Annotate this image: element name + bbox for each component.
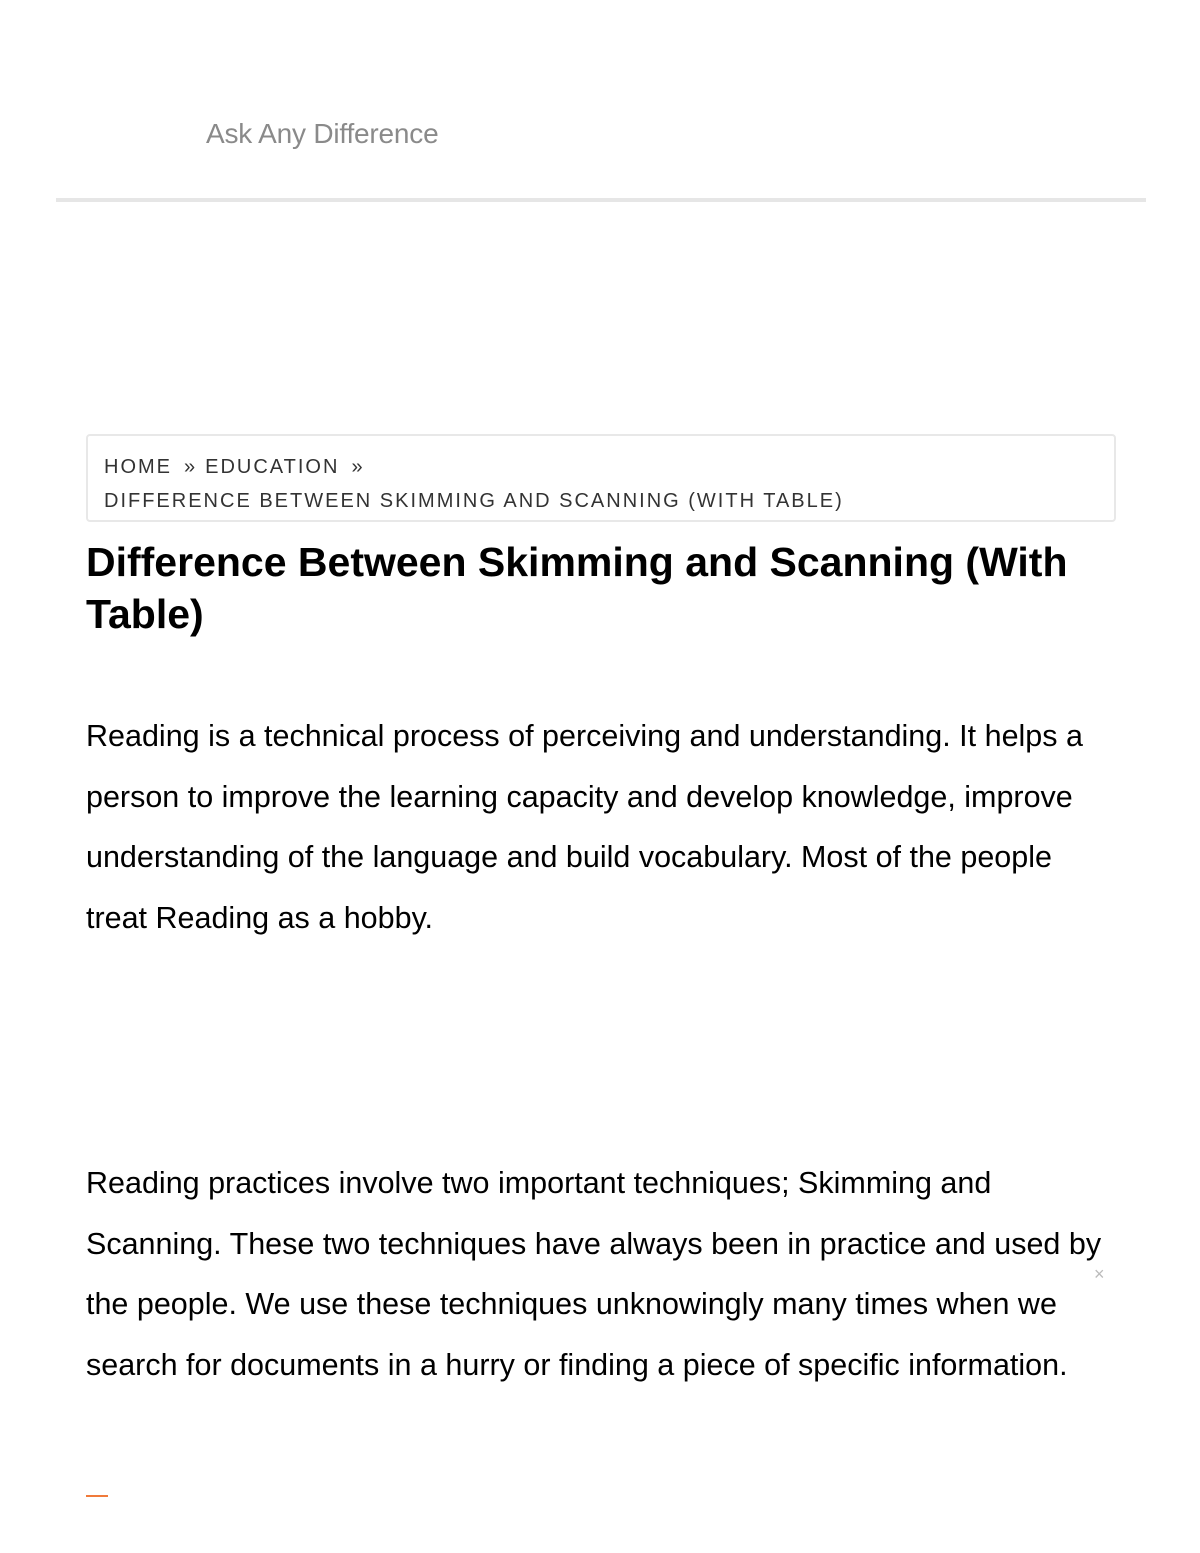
article-paragraph: Reading is a technical process of perceiving and understanding. It helps a person to improve the learning capacity and develop knowledge, improve understanding of the language and build vocabulary. Most of the people treat Reading as a hobby. xyxy=(86,719,1083,935)
site-header xyxy=(56,0,1146,202)
article-paragraph: Reading practices involve two important techniques; Skimming and Scanning. These two techniques have always been in practice and used by the people. We use these techniques unknowingly many times when we search for documents in a hurry or finding a piece of specific information. xyxy=(86,1166,1102,1382)
site-title-link[interactable]: Ask Any Difference xyxy=(206,118,439,149)
breadcrumb xyxy=(86,434,1116,522)
close-icon[interactable]: × xyxy=(1094,1264,1105,1284)
breadcrumb-education-link[interactable]: EDUCATION xyxy=(205,456,340,478)
breadcrumb-home-link[interactable]: HOME xyxy=(104,456,172,478)
breadcrumb-current-page: DIFFERENCE BETWEEN SKIMMING AND SCANNING (WITH TABLE) xyxy=(104,490,844,512)
breadcrumb-separator: » xyxy=(184,456,198,478)
page-title: Difference Between Skimming and Scanning (With Table) xyxy=(86,539,1068,637)
breadcrumb-separator: » xyxy=(351,456,365,478)
breadcrumb-line-1 xyxy=(104,450,1098,484)
accent-divider xyxy=(86,1495,108,1497)
